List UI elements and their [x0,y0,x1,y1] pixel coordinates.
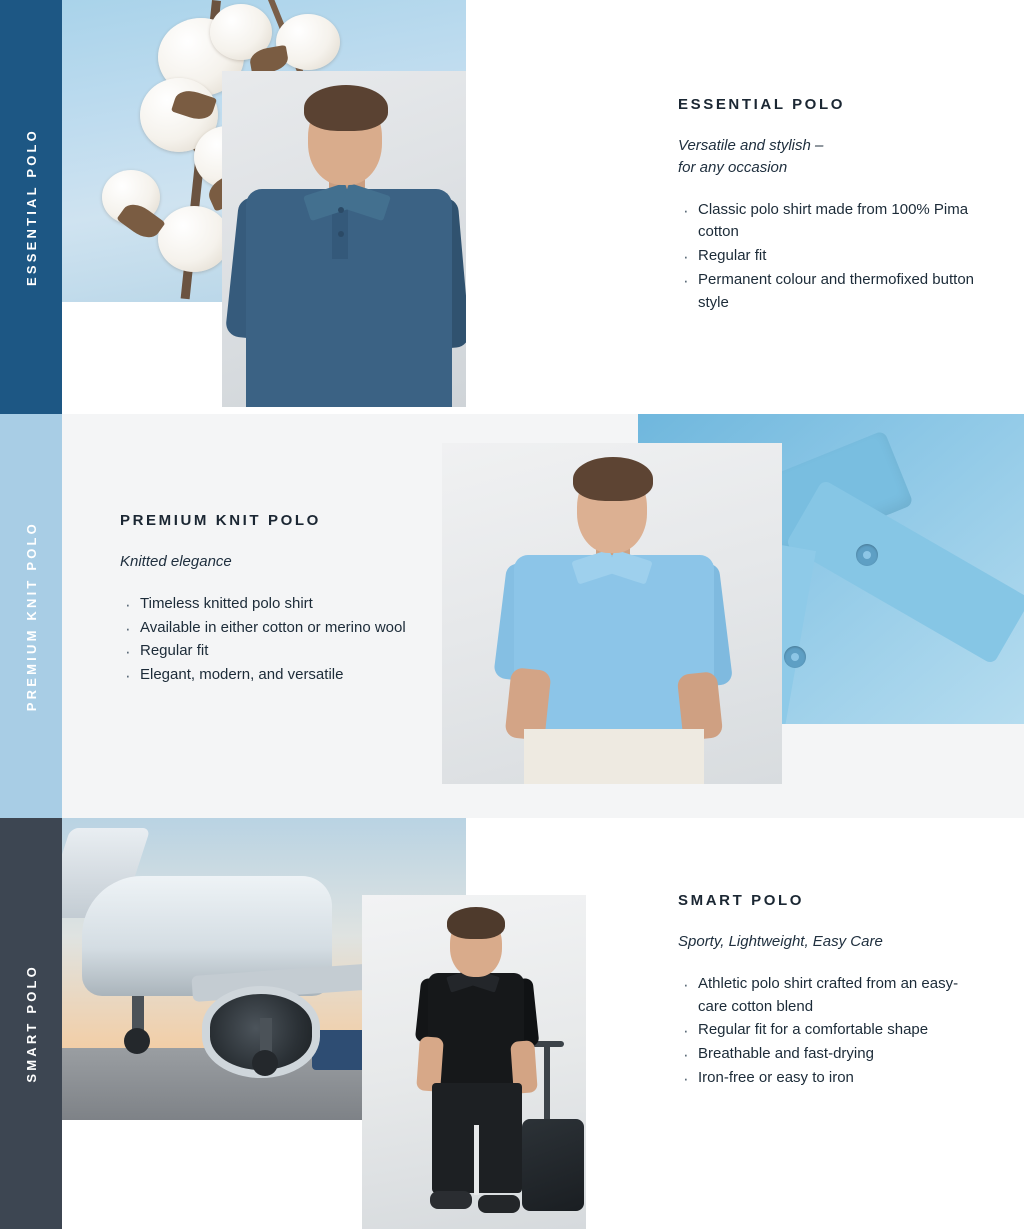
list-item: · Available in either cotton or merino wool [120,617,410,640]
premium-subheading: Knitted elegance [120,553,232,570]
premium-knit-polo-text-block [120,512,410,688]
list-item: · Timeless knitted polo shirt [120,593,410,616]
section-tab-label: ESSENTIAL POLO [23,128,39,286]
section-tab-essential [0,0,62,414]
list-item: · Breathable and fast-drying [678,1043,978,1066]
list-item: · Regular fit [120,640,410,663]
smart-subheading: Sporty, Lightweight, Easy Care [678,933,883,950]
list-item: · Permanent colour and thermofixed button style [678,269,978,315]
page-title-essential: ESSENTIAL POLO [678,96,845,113]
section-tab-label: PREMIUM KNIT POLO [23,520,39,712]
section-tab-smart [0,818,62,1229]
essential-subheading [678,135,978,179]
list-item: · Classic polo shirt made from 100% Pima cotton [678,199,978,245]
essential-feature-list [678,199,978,315]
list-item: · Regular fit [678,245,978,268]
list-item: · Regular fit for a comfortable shape [678,1019,978,1042]
smart-polo-model-photo [362,895,586,1229]
smart-polo-text-block [678,892,978,1091]
premium-feature-list [120,593,410,687]
essential-subheading-line2: for any occasion [678,158,788,176]
section-tab-label: SMART POLO [23,964,39,1083]
page-title-premium: PREMIUM KNIT POLO [120,512,321,529]
list-item: · Elegant, modern, and versatile [120,664,410,687]
essential-polo-text-block [678,96,978,315]
premium-knit-polo-model-photo [442,443,782,784]
section-tab-premium [0,414,62,818]
page-title-smart: SMART POLO [678,892,804,909]
section-essential-polo [0,0,1024,414]
list-item: · Athletic polo shirt crafted from an easy-care cotton blend [678,973,978,1019]
smart-feature-list [678,973,978,1090]
list-item: · Iron-free or easy to iron [678,1067,978,1090]
essential-subheading-line1: Versatile and stylish – [678,137,824,154]
essential-polo-model-photo [222,71,466,407]
